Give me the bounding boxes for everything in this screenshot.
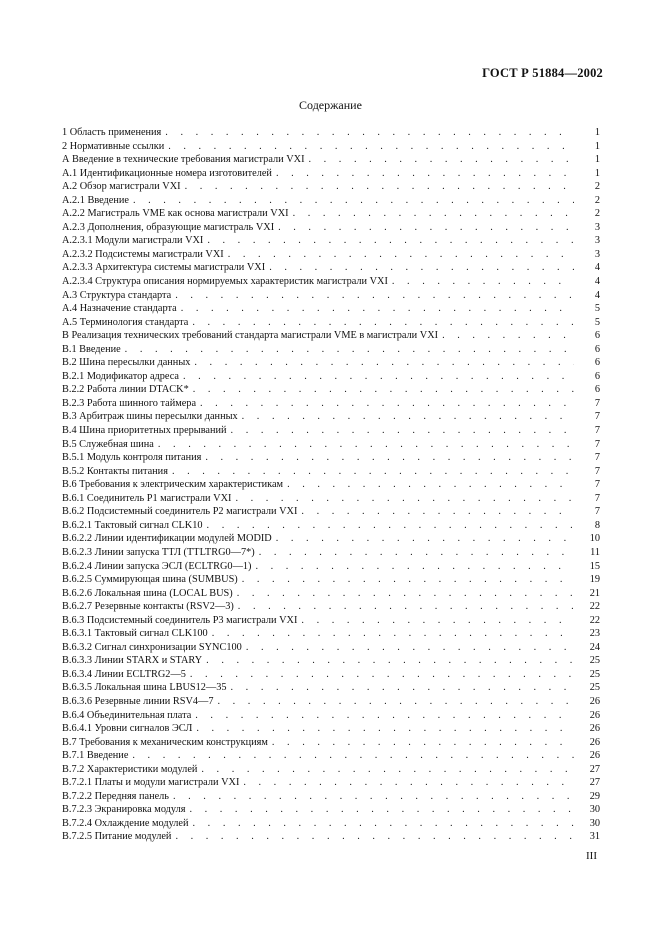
toc-entry-title: В.6.4.1 Уровни сигналов ЭСЛ (62, 723, 193, 735)
standard-number: ГОСТ Р 51884—2002 (482, 66, 603, 80)
toc-entry-page: 26 (589, 750, 600, 762)
toc-entry-title: В.2.3 Работа шинного таймера (62, 397, 197, 409)
toc-entry-page: 5 (594, 303, 600, 315)
toc-entry (62, 817, 600, 831)
toc-entry-page: 6 (594, 343, 600, 355)
toc-entry-title: А.2.3.3 Архитектура системы магистрали VXI (62, 262, 266, 274)
toc-leader-dots (207, 234, 574, 248)
toc-leader-dots (207, 519, 574, 533)
toc-entry-title: А.5 Терминология стандарта (62, 316, 189, 328)
toc-entry-title: В.6.3 Подсистемный соединитель Р3 магистрали VXI (62, 614, 298, 626)
toc-entry-page: 3 (594, 248, 600, 260)
toc-leader-dots (181, 302, 574, 316)
toc-leader-dots (228, 248, 574, 262)
toc-leader-dots (238, 600, 574, 614)
toc-entry (62, 316, 600, 330)
toc-entry (62, 546, 600, 560)
toc-leader-dots (175, 830, 574, 844)
toc-entry-title: В.5.2 Контакты питания (62, 465, 168, 477)
toc-leader-dots (231, 681, 574, 695)
toc-entry-page: 1 (594, 167, 600, 179)
toc-entry (62, 492, 600, 506)
toc-entry-page: 25 (589, 655, 600, 667)
toc-entry-page: 4 (594, 276, 600, 288)
toc-leader-dots (243, 776, 574, 790)
toc-entry-page: 6 (594, 330, 600, 342)
toc-leader-dots (392, 275, 574, 289)
toc-entry-title: А.2 Обзор магистрали VXI (62, 181, 181, 193)
toc-entry (62, 749, 600, 763)
toc-leader-dots (269, 261, 574, 275)
toc-entry (62, 519, 600, 533)
toc-leader-dots (125, 343, 574, 357)
toc-entry-title: В.6.2.5 Суммирующая шина (SUMBUS) (62, 574, 238, 586)
toc-entry-title: В.4 Шина приоритетных прерываний (62, 425, 227, 437)
toc-entry-page: 19 (589, 574, 600, 586)
toc-entry-page: 8 (594, 519, 600, 531)
toc-entry-title: А Введение в технические требования магистрали VXI (62, 154, 305, 166)
toc-entry (62, 790, 600, 804)
toc-entry-page: 22 (589, 614, 600, 626)
toc-entry (62, 614, 600, 628)
toc-leader-dots (193, 383, 574, 397)
toc-entry (62, 167, 600, 181)
toc-entry-page: 30 (589, 804, 600, 816)
toc-entry (62, 261, 600, 275)
toc-entry-title: В.6 Требования к электрическим характеристикам (62, 479, 284, 491)
toc-leader-dots (168, 140, 574, 154)
toc-entry (62, 234, 600, 248)
toc-entry (62, 668, 600, 682)
toc-leader-dots (195, 709, 574, 723)
toc-entry-page: 23 (589, 628, 600, 640)
toc-entry (62, 681, 600, 695)
toc-entry-page: 3 (594, 221, 600, 233)
toc-entry (62, 763, 600, 777)
toc-entry-page: 26 (589, 695, 600, 707)
toc-entry-page: 31 (589, 831, 600, 843)
toc-entry-title: В.6.2.4 Линии запуска ЭСЛ (ECLTRG0—1) (62, 560, 252, 572)
toc-leader-dots (301, 505, 574, 519)
toc-entry (62, 424, 600, 438)
toc-entry-title: В.7.2 Характеристики модулей (62, 763, 198, 775)
toc-entry-page: 25 (589, 682, 600, 694)
toc-entry-page: 7 (594, 397, 600, 409)
toc-entry (62, 397, 600, 411)
toc-leader-dots (231, 424, 574, 438)
toc-entry (62, 573, 600, 587)
toc-leader-dots (212, 627, 574, 641)
toc-entry-page: 1 (594, 140, 600, 152)
toc-leader-dots (201, 763, 574, 777)
toc-leader-dots (272, 736, 574, 750)
toc-entry-title: В.5.1 Модуль контроля питания (62, 452, 202, 464)
toc-entry-title: В.6.2.2 Линии идентификации модулей MODID (62, 533, 272, 545)
toc-entry-page: 30 (589, 817, 600, 829)
toc-leader-dots (196, 722, 574, 736)
toc-entry-title: В.7 Требования к механическим конструкциям (62, 736, 268, 748)
toc-entry-page: 3 (594, 235, 600, 247)
toc-entry (62, 207, 600, 221)
toc-entry (62, 587, 600, 601)
toc-entry-title: А.2.1 Введение (62, 194, 129, 206)
toc-leader-dots (165, 126, 574, 140)
toc-entry (62, 451, 600, 465)
toc-entry-page: 7 (594, 506, 600, 518)
toc-leader-dots (276, 167, 574, 181)
toc-entry-page: 27 (589, 777, 600, 789)
toc-leader-dots (309, 153, 575, 167)
toc-entry (62, 410, 600, 424)
toc-leader-dots (205, 451, 574, 465)
toc-entry (62, 532, 600, 546)
toc-entry (62, 438, 600, 452)
toc-entry-title: В.5 Служебная шина (62, 438, 154, 450)
toc-entry (62, 776, 600, 790)
toc-leader-dots (158, 438, 574, 452)
toc-entry (62, 343, 600, 357)
toc-entry-title: В.7.2.1 Платы и модули магистрали VXI (62, 777, 240, 789)
toc-leader-dots (200, 397, 574, 411)
toc-leader-dots (185, 180, 574, 194)
toc-entry-title: В.7.2.2 Передняя панель (62, 790, 169, 802)
toc-entry-page: 26 (589, 736, 600, 748)
toc-entry-title: В.6.4 Объединительная плата (62, 709, 192, 721)
toc-entry (62, 627, 600, 641)
toc-entry-page: 24 (589, 641, 600, 653)
toc-entry-page: 10 (589, 533, 600, 545)
toc-entry (62, 465, 600, 479)
toc-entry (62, 370, 600, 384)
toc-entry-title: А.2.3.2 Подсистемы магистрали VXI (62, 248, 224, 260)
toc-entry-title: В.6.2.6 Локальная шина (LOCAL BUS) (62, 587, 233, 599)
toc-entry (62, 641, 600, 655)
toc-entry-page: 25 (589, 668, 600, 680)
toc-entry-page: 22 (589, 601, 600, 613)
toc-entry-title: В.6.3.3 Линии STARX и STARY (62, 655, 203, 667)
toc-entry (62, 329, 600, 343)
toc-leader-dots (442, 329, 574, 343)
toc-entry (62, 722, 600, 736)
toc-entry-page: 2 (594, 181, 600, 193)
toc-entry-page: 4 (594, 289, 600, 301)
toc-leader-dots (189, 803, 574, 817)
toc-entry-title: В.7.2.3 Экранировка модуля (62, 804, 186, 816)
toc-entry-page: 7 (594, 479, 600, 491)
toc-entry-title: В.6.3.4 Линии ECLTRG2—5 (62, 668, 186, 680)
toc-entry-title: А.1 Идентификационные номера изготовителей (62, 167, 272, 179)
toc-entry-title: В.7.2.5 Питание модулей (62, 831, 172, 843)
toc-leader-dots (235, 492, 574, 506)
toc-leader-dots (237, 587, 574, 601)
toc-entry-title: А.2.2 Магистраль VME как основа магистрали VXI (62, 208, 289, 220)
toc-entry-title: А.4 Назначение стандарта (62, 303, 177, 315)
toc-entry-page: 1 (594, 127, 600, 138)
toc-entry-page: 26 (589, 709, 600, 721)
toc-entry (62, 383, 600, 397)
toc-entry-page: 21 (589, 587, 600, 599)
toc-leader-dots (194, 356, 574, 370)
toc-leader-dots (192, 316, 574, 330)
toc-leader-dots (293, 207, 574, 221)
toc-entry-title: В.6.3.5 Локальная шина LBUS12—35 (62, 682, 227, 694)
toc-entry-title: В.2.2 Работа линии DTACK* (62, 384, 189, 396)
toc-leader-dots (246, 641, 574, 655)
toc-leader-dots (255, 560, 574, 574)
toc-entry-page: 7 (594, 438, 600, 450)
toc-entry-page: 2 (594, 208, 600, 220)
toc-entry (62, 478, 600, 492)
toc-entry-title: В.2.1 Модификатор адреса (62, 370, 180, 382)
toc-entry-page: 2 (594, 194, 600, 206)
toc-leader-dots (301, 614, 574, 628)
toc-leader-dots (259, 546, 574, 560)
toc-entry (62, 709, 600, 723)
toc-entry-title: В.1 Введение (62, 343, 121, 355)
toc-entry (62, 830, 600, 844)
toc-entry-page: 6 (594, 370, 600, 382)
toc-entry (62, 194, 600, 208)
toc-entry-title: А.2.3.4 Структура описания нормируемых характеристик магистрали VXI (62, 276, 388, 288)
toc-entry-title: В.6.2.1 Тактовый сигнал CLK10 (62, 519, 203, 531)
toc-entry-page: 29 (589, 790, 600, 802)
toc-entry-title: А.2.3.1 Модули магистрали VXI (62, 235, 204, 247)
toc-entry-title: В.3 Арбитраж шины пересылки данных (62, 411, 238, 423)
toc-entry-title: В.6.2.3 Линии запуска ТТЛ (TTLTRG0—7*) (62, 546, 255, 558)
toc-entry-page: 6 (594, 357, 600, 369)
toc-entry-title: В.6.2 Подсистемный соединитель Р2 магистрали VXI (62, 506, 298, 518)
toc-leader-dots (206, 654, 574, 668)
toc-entry-page: 7 (594, 425, 600, 437)
toc-leader-dots (173, 790, 574, 804)
toc-leader-dots (172, 465, 574, 479)
toc-entry (62, 654, 600, 668)
toc-leader-dots (276, 532, 574, 546)
toc-leader-dots (190, 668, 574, 682)
toc-entry (62, 275, 600, 289)
toc-entry (62, 126, 600, 140)
toc-entry-page: 15 (589, 560, 600, 572)
toc-entry-title: В.6.3.6 Резервные линии RSV4—7 (62, 695, 214, 707)
toc-leader-dots (183, 370, 574, 384)
toc-entry (62, 289, 600, 303)
toc-entry (62, 600, 600, 614)
toc-leader-dots (287, 478, 574, 492)
toc-entry-page: 7 (594, 411, 600, 423)
toc-leader-dots (242, 573, 574, 587)
toc-entry (62, 803, 600, 817)
toc-entry-page: 7 (594, 452, 600, 464)
toc-leader-dots (278, 221, 574, 235)
toc-entry-title: В.2 Шина пересылки данных (62, 357, 191, 369)
toc-entry (62, 221, 600, 235)
toc-entry-page: 6 (594, 384, 600, 396)
toc-leader-dots (242, 410, 574, 424)
page-number: III (586, 850, 597, 862)
toc-entry-title: 1 Область применения (62, 127, 162, 138)
toc-entry-page: 7 (594, 492, 600, 504)
toc-leader-dots (132, 749, 574, 763)
toc-leader-dots (218, 695, 575, 709)
toc-entry-page: 7 (594, 465, 600, 477)
toc-entry-page: 5 (594, 316, 600, 328)
page-title: Содержание (299, 98, 362, 112)
toc-entry-title: В.6.3.2 Сигнал синхронизации SYNC100 (62, 641, 242, 653)
toc-entry-page: 4 (594, 262, 600, 274)
toc-entry-title: А.3 Структура стандарта (62, 289, 172, 301)
toc-entry-title: В.7.1 Введение (62, 750, 129, 762)
toc-entry (62, 736, 600, 750)
toc-entry-page: 26 (589, 723, 600, 735)
toc-entry (62, 560, 600, 574)
toc-entry-title: В.7.2.4 Охлаждение модулей (62, 817, 189, 829)
toc-leader-dots (133, 194, 574, 208)
toc-entry-title: В.6.2.7 Резервные контакты (RSV2—3) (62, 601, 234, 613)
toc-entry (62, 153, 600, 167)
toc-leader-dots (175, 289, 574, 303)
toc-leader-dots (193, 817, 574, 831)
toc-entry-title: А.2.3 Дополнения, образующие магистраль VXI (62, 221, 275, 233)
toc-entry-title: 2 Нормативные ссылки (62, 140, 165, 152)
toc-entry-title: В Реализация технических требований стандарта магистрали VME в магистрали VXI (62, 330, 439, 342)
toc-entry-page: 27 (589, 763, 600, 775)
table-of-contents (62, 126, 600, 844)
toc-entry (62, 248, 600, 262)
toc-entry (62, 140, 600, 154)
toc-entry-title: В.6.1 Соединитель Р1 магистрали VXI (62, 492, 232, 504)
toc-entry-page: 11 (590, 546, 600, 558)
toc-entry (62, 356, 600, 370)
toc-entry (62, 505, 600, 519)
toc-entry (62, 302, 600, 316)
toc-entry (62, 180, 600, 194)
toc-entry (62, 695, 600, 709)
toc-entry-page: 1 (594, 154, 600, 166)
toc-entry-title: В.6.3.1 Тактовый сигнал CLK100 (62, 628, 208, 640)
